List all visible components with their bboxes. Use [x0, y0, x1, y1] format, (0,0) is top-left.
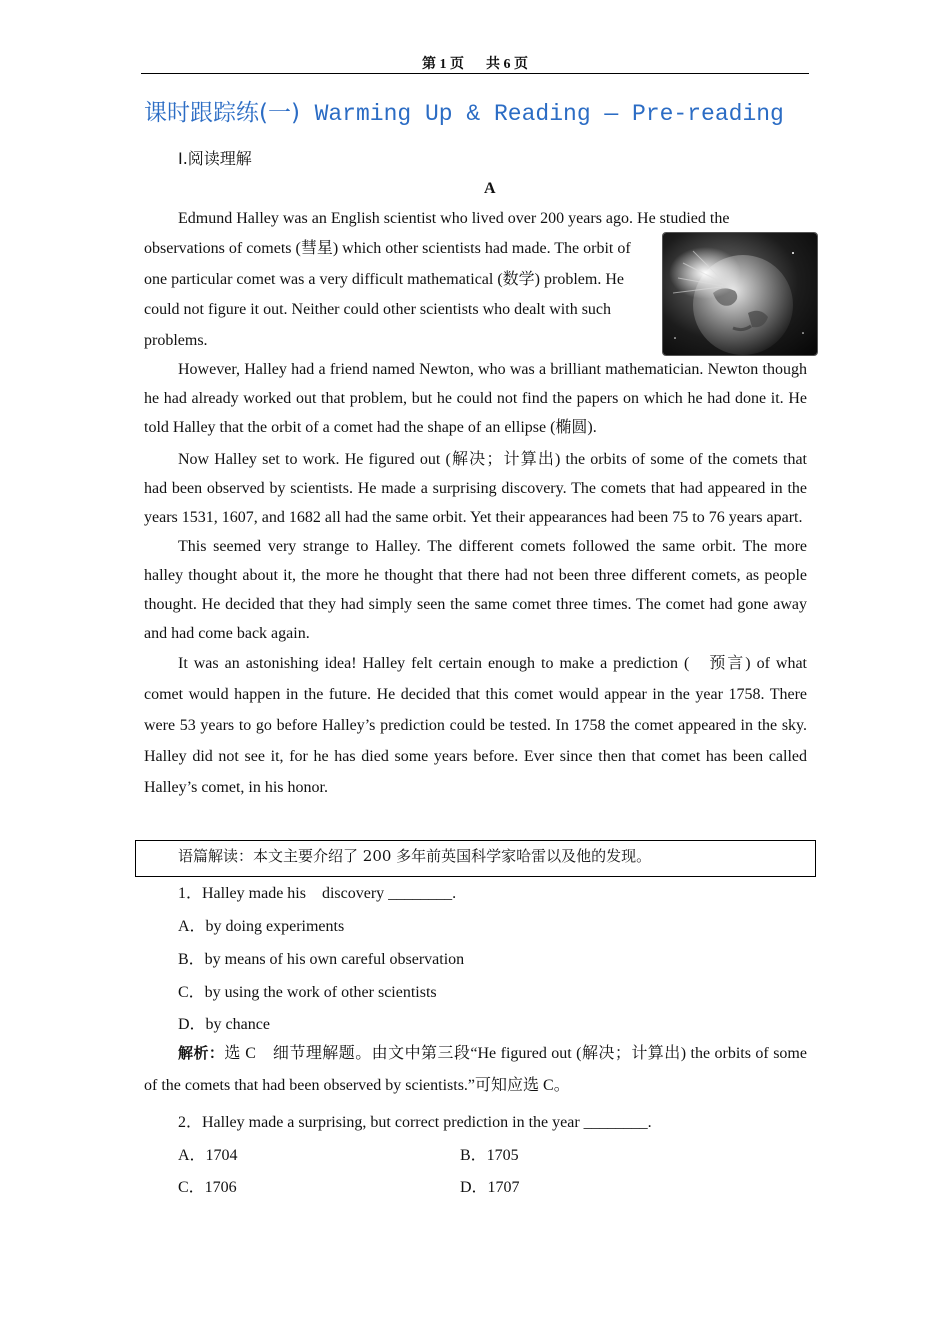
- passage-summary: 语篇解读：本文主要介绍了 200 多年前英国科学家哈雷以及他的发现。: [178, 847, 652, 865]
- passage-paragraph-3: Now Halley set to work. He figured out (解决；计算出) the orbits of some of the comets that had been observed by scientists. He made a surprising discovery. The comets that had appeared in the years 1531, 1607, and 1682 all had the same orbit. Yet their appearances had been 75 to 76 years apart.: [144, 451, 807, 526]
- question-1-option-d: D．by chance: [178, 1016, 270, 1033]
- question-1-stem: 1．Halley made his discovery ________.: [178, 885, 457, 902]
- question-1-option-a: A．by doing experiments: [178, 918, 345, 935]
- passage-paragraph-1: observations of comets (彗星) which other scientists had made. The orbit of one particular comet was a very difficult mathematical (数学) problem. He could not figure it out. Neither could other scientists who dealt with such problems.: [144, 240, 631, 349]
- comet-earth-image: [662, 232, 818, 356]
- passage-paragraph-5: It was an astonishing idea! Halley felt certain enough to make a prediction ( 预言) of what comet would happen in the future. He decided that this comet would appear in the year 1758. There were 53 years to go before Halley’s prediction could be tested. In 1758 the comet appeared in the sky. Halley did not see it, for he has died some years before. Ever since then that comet has been called Halley’s comet, in his honor.: [144, 655, 807, 796]
- passage-paragraph-1-line-1: Edmund Halley was an English scientist who lived over 200 years ago. He studied the: [178, 210, 730, 227]
- question-2-option-a: A．1704: [178, 1147, 238, 1164]
- question-2-stem: 2．Halley made a surprising, but correct prediction in the year ________.: [178, 1114, 652, 1131]
- question-1-analysis: [144, 1037, 807, 1102]
- lesson-title-cn: 课时跟踪练(一): [144, 100, 300, 126]
- question-1-option-b: B．by means of his own careful observation: [178, 951, 465, 968]
- passage-letter: A: [484, 180, 496, 197]
- passage-paragraph-4: This seemed very strange to Halley. The different comets followed the same orbit. The more halley thought about it, the more he thought that there had not been three different comets, as people thought. He decided that they had simply seen the same comet three times. The comet had gone away and had come back again.: [144, 538, 807, 642]
- page-number: 第 1 页: [422, 57, 464, 72]
- page-header: [141, 56, 809, 74]
- question-2-option-c: C．1706: [178, 1179, 237, 1196]
- question-2-option-d: D．1707: [460, 1179, 520, 1196]
- section-heading: Ⅰ.阅读理解: [178, 149, 252, 168]
- analysis-text: 选 C 细节理解题。由文中第三段“He figured out (解决；计算出) the orbits of some of the comets that had been observed by scientists.”可知应选 C。: [144, 1045, 807, 1094]
- page-total: 共 6 页: [486, 57, 528, 72]
- question-1-option-c: C．by using the work of other scientists: [178, 984, 437, 1001]
- lesson-title: [144, 94, 784, 127]
- analysis-label: 解析：: [178, 1044, 225, 1062]
- passage-body: [144, 355, 807, 803]
- question-2-option-b: B．1705: [460, 1147, 519, 1164]
- lesson-title-en: Warming Up & Reading — Pre-reading: [314, 101, 784, 127]
- passage-paragraph-2: However, Halley had a friend named Newton, who was a brilliant mathematician. Newton though he had already worked out that problem, but he could not find the papers on which he had done it. He told Halley that the orbit of a comet had the shape of an ellipse (椭圆).: [144, 361, 807, 436]
